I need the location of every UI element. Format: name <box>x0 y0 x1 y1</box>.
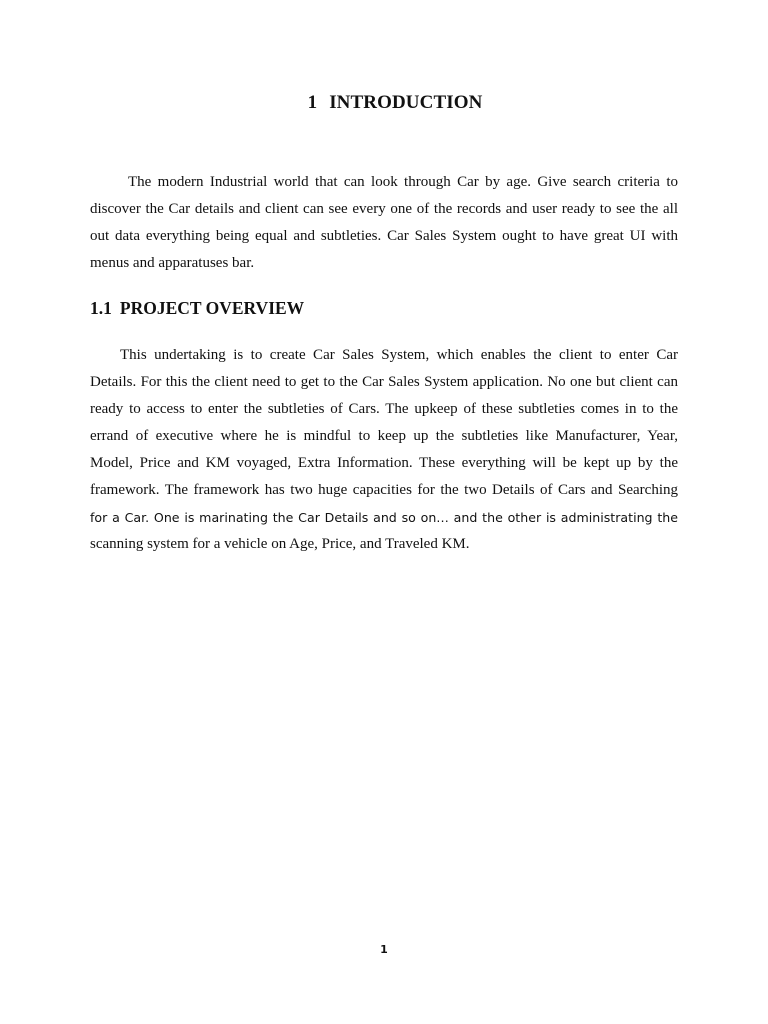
intro-line: menus and apparatuses bar. <box>90 255 255 271</box>
chapter-number: 1 <box>307 92 318 113</box>
section-title-text: PROJECT OVERVIEW <box>119 298 305 318</box>
overview-line: Details. For this the client need to get to the Car Sales System application. No one but client can <box>90 374 678 390</box>
intro-paragraph <box>90 169 678 277</box>
overview-line: Model, Price and KM voyaged, Extra Information. These everything will be kept up by the <box>90 455 678 471</box>
overview-line: scanning system for a vehicle on Age, Price, and Traveled KM. <box>90 536 470 552</box>
overview-line: ready to access to enter the subtleties of Cars. The upkeep of these subtleties comes in to the <box>90 401 678 417</box>
overview-paragraph <box>90 342 678 558</box>
intro-line: The modern Industrial world that can look through Car by age. Give search criteria to <box>128 174 678 190</box>
section-heading <box>90 298 304 319</box>
chapter-title <box>0 92 768 114</box>
overview-line: for a Car. One is marinating the Car Details and so on… and the other is administrating the <box>90 510 678 525</box>
overview-line: errand of executive where he is mindful to keep up the subtleties like Manufacturer, Year, <box>90 428 678 444</box>
intro-line: discover the Car details and client can see every one of the records and user ready to see the all <box>90 201 678 217</box>
chapter-title-text: INTRODUCTION <box>329 92 483 113</box>
overview-line: framework. The framework has two huge capacities for the two Details of Cars and Searching <box>90 482 678 498</box>
section-number: 1.1 <box>90 298 112 318</box>
page-number: 1 <box>380 943 388 956</box>
overview-line: This undertaking is to create Car Sales System, which enables the client to enter Car <box>120 347 678 363</box>
intro-line: out data everything being equal and subtleties. Car Sales System ought to have great UI with <box>90 228 678 244</box>
